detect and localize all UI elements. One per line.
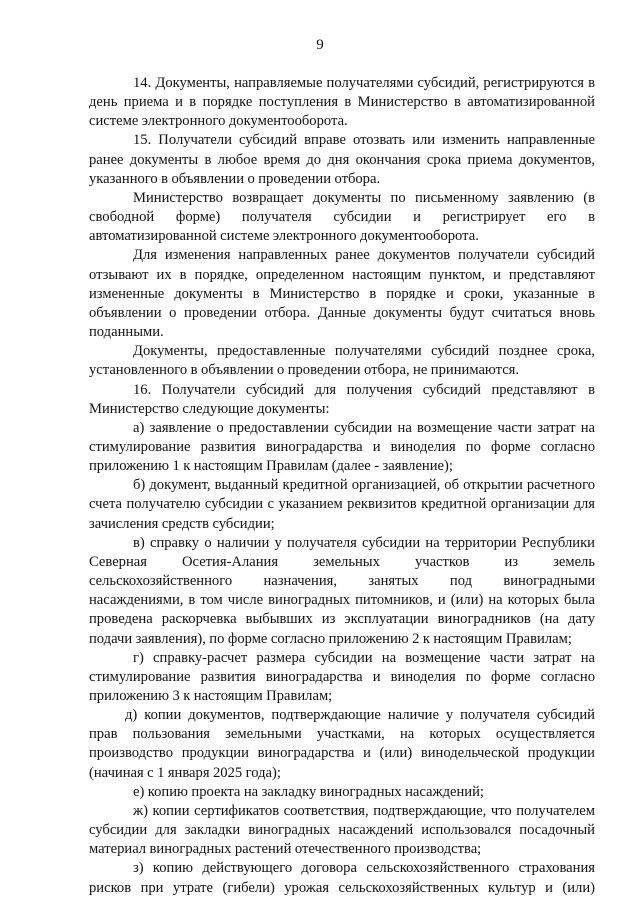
paragraph-16: 16. Получатели субсидий для получения субсидий представляют в Министерство следующие документы:	[89, 381, 595, 417]
paragraph-return-documents: Министерство возвращает документы по письменному заявлению (в свободной форме) получателя субсидии и регистрирует его в автоматизированной системе электронного документооборота.	[89, 189, 595, 245]
list-item-v-line-1: в) справку о наличии у получателя субсидии на территории Республики	[133, 534, 595, 551]
paragraph-15: 15. Получатели субсидий вправе отозвать или изменить направленные ранее документы в любое время до дня окончания срока приема документов, указанного в объявлении о проведении отбора.	[89, 132, 595, 187]
list-item-z: з) копию действующего договора сельскохозяйственного страхования рисков при утрате (гибели) урожая сельскохозяйственных культур и (или)	[89, 860, 595, 896]
list-item-v	[89, 534, 595, 649]
paragraph-late-documents: Документы, предоставленные получателями субсидий позднее срока, установленного в объявлении о проведении отбора, не принимаются.	[89, 343, 595, 379]
list-item-b: б) документ, выданный кредитной организацией, об открытии расчетного счета получателю субсидии с указанием реквизитов кредитной организации для зачисления средств субсидии;	[89, 477, 595, 532]
list-item-d: д) копии документов, подтверждающие наличие у получателя субсидий прав пользования земельными участками, на которых осуществляется производство продукции виноградарства и (или) винодельческой продукции (начиная с 1 января 2025 года);	[89, 707, 595, 781]
paragraph-change-documents: Для изменения направленных ранее документов получатели субсидий отзывают их в порядке, определенном настоящим пунктом, и представляют измененные документы в Министерство в порядке и сроки, указанные в объявлении о проведении отбора. Данные документы будут считаться вновь поданными.	[89, 247, 595, 341]
list-item-g: г) справку-расчет размера субсидии на возмещение части затрат на стимулирование развития виноградарства и виноделия по форме согласно приложению 3 к настоящим Правилам;	[89, 649, 595, 704]
list-item-v-line-2: Северная Осетия-Алания земельных участков из земель	[89, 553, 595, 570]
paragraph-14: 14. Документы, направляемые получателями субсидий, регистрируются в день приема и в порядке поступления в Министерство в автоматизированной системе электронного документооборота.	[89, 75, 595, 130]
list-item-v-line-3: сельскохозяйственного назначения, занятых под виноградными	[89, 573, 595, 590]
list-item-zh: ж) копии сертификатов соответствия, подтверждающие, что получателем субсидии для закладки виноградных насаждений использовался посадочный материал виноградных растений отечественного производства;	[89, 802, 595, 858]
list-item-v-rest: насаждениями, в том числе виноградных питомников, и (или) на которых была проведена раскорчевка выбывших из эксплуатации виноградников (на дату подачи заявления), по форме согласно приложению 2 к настоящим Правилам;	[89, 592, 595, 647]
page-number: 9	[316, 37, 324, 53]
list-item-e: е) копию проекта на закладку виноградных насаждений;	[133, 783, 484, 800]
list-item-a: а) заявление о предоставлении субсидии на возмещение части затрат на стимулирование развития виноградарства и виноделия по форме согласно приложению 1 к настоящим Правилам (далее - заявление);	[89, 419, 595, 475]
document-body	[89, 74, 595, 898]
